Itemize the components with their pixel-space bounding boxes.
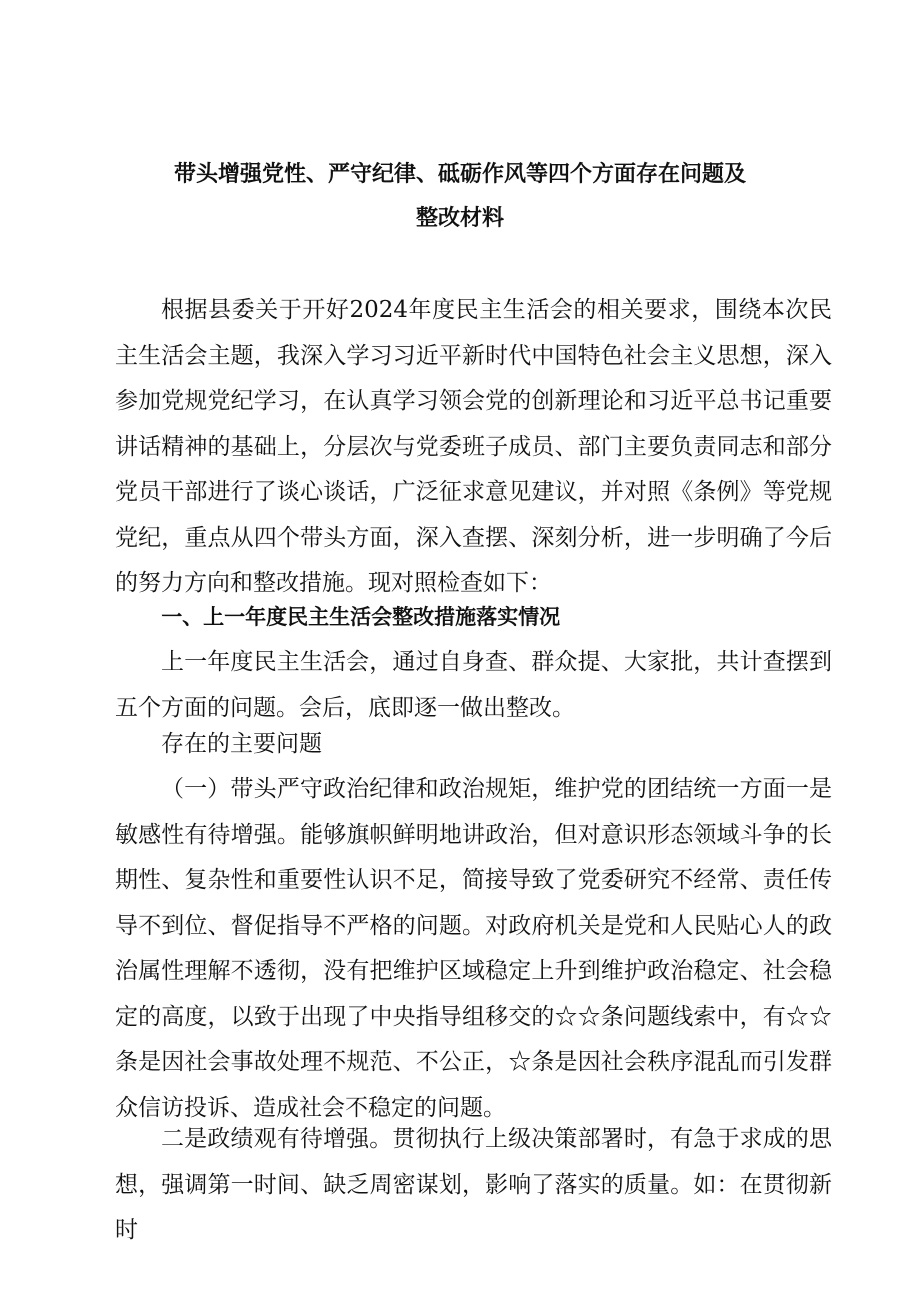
document-title-line-2: 整改材料 bbox=[415, 206, 504, 231]
problem-1-paragraph: （一）带头严守政治纪律和政治规矩，维护党的团结统一方面一是敏感性有待增强。能够旗帜鲜明地讲政治，但对意识形态领域斗争的长期性、复杂性和重要性认识不足，简接导致了党委研究不经常、责任传导不到位、督促指导不严格的问题。对政府机关是党和人民贴心人的政治属性理解不透彻，没有把维护区域稳定上升到维护政治稳定、社会稳定的高度，以致于出现了中央指导组移交的☆☆条问题线索中，有☆☆条是因社会事故处理不规范、不公正，☆条是因社会秩序混乱而引发群众信访投诉、造成社会不稳定的问题。 bbox=[115, 776, 832, 1121]
section-1-paragraph: 上一年度民主生活会，通过自身查、群众提、大家批，共计查摆到五个方面的问题。会后，底即逐一做出整改。 bbox=[115, 649, 832, 721]
section-1-heading: 一、上一年度民主生活会整改措施落实情况 bbox=[161, 605, 561, 629]
main-problems-label: 存在的主要问题 bbox=[161, 731, 322, 757]
intro-paragraph: 根据县委关于开好2024年度民主生活会的相关要求，围绕本次民主生活会主题，我深入学习习近平新时代中国特色社会主义思想，深入参加党规党纪学习，在认真学习领会党的创新理论和习近平总书记重要讲话精神的基础上，分层次与党委班子成员、部门主要负责同志和部分党员干部进行了谈心谈话，广泛征求意见建议，并对照《条例》等党规党纪，重点从四个带头方面，深入查摆、深刻分析，进一步明确了今后的努力方向和整改措施。现对照检查如下： bbox=[115, 297, 832, 596]
problem-2-paragraph: 二是政绩观有待增强。贯彻执行上级决策部署时，有急于求成的思想，强调第一时间、缺乏周密谋划，影响了落实的质量。如：在贯彻新时 bbox=[115, 1126, 832, 1243]
document-title-line-1: 带头增强党性、严守纪律、砥砺作风等四个方面存在问题及 bbox=[173, 162, 746, 187]
